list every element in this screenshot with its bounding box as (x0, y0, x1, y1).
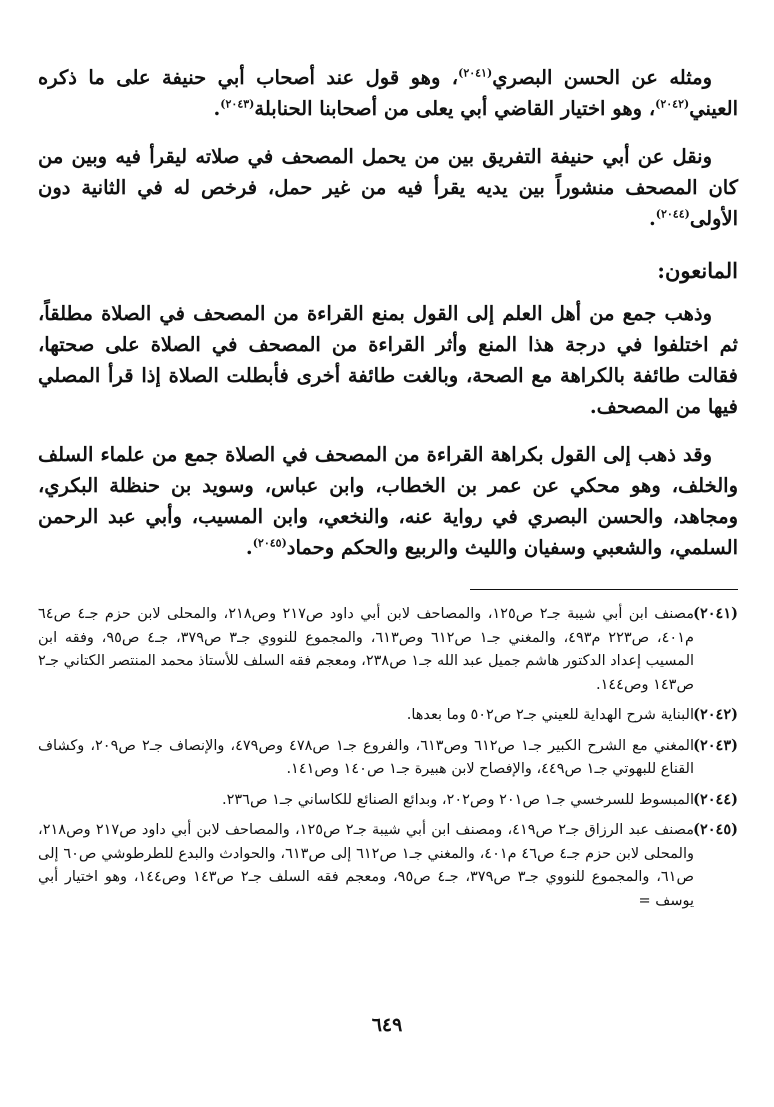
footnote-2045 (38, 818, 738, 913)
footnote-ref[interactable]: (٢٠٤٢) (655, 97, 690, 111)
footnote-ref[interactable]: (٢٠٤١) (458, 66, 493, 80)
paragraph-text: ونقل عن أبي حنيفة التفريق بين من يحمل المصحف في صلاته ليقرأ فيه وبين من كان المصحف منشوراً بين يديه يقرأ فيه من غير حمل، فرخص له في الثانية دون الأولى (38, 145, 738, 230)
paragraph-text: وذهب جمع من أهل العلم إلى القول بمنع القراءة من المصحف في الصلاة مطلقاً، ثم اختلفوا في درجة هذا المنع وأثر القراءة من المصحف في الصلاة على صحتها، فقالت طائفة بالكراهة مع الصحة، وبالغت طائفة أخرى فأبطلت الصلاة إذا قرأ المصلي فيها من المصحف. (38, 302, 738, 418)
paragraph-text: وقد ذهب إلى القول بكراهة القراءة من المصحف في الصلاة جمع من علماء السلف والخلف، وهو محكي عن عمر بن الخطاب، وابن عباس، وسويد بن حنظلة البكري، ومجاهد، والحسن البصري في رواية عنه، والنخعي، وابن المسيب، وأبي عبد الرحمن السلمي، والشعبي وسفيان والليث والربيع والحكم وحماد (38, 443, 738, 559)
paragraph-scholars (38, 439, 738, 563)
footnote-text: المغني مع الشرح الكبير جـ١ ص٦١٢ وص٦١٣، والفروع جـ١ ص٤٧٨ وص٤٧٩، والإنصاف جـ٢ ص٢٠٩، وكشاف القناع للبهوتي جـ١ ص٤٤٩، والإفصاح لابن هبيرة جـ١ ص١٤٠ وص١٤١. (38, 737, 694, 777)
paragraph-text: . (213, 97, 221, 120)
footnote-number: (٢٠٤٢) (693, 706, 738, 723)
footnote-text: مصنف ابن أبي شيبة جـ٢ ص١٢٥، والمصاحف لابن أبي داود ص٢١٧ وص٢١٨، والمحلى لابن حزم جـ٤ ص٦٤ م٤٠١، ص٢٢٣ م٤٩٣، والمغني جـ١ ص٦١٢ وص٦١٣، والمجموع للنووي جـ٣ ص٣٧٩، جـ٤ ص٩٥، وفقه ابن المسيب إعداد الدكتور هاشم جميل عبد الله جـ١ ص٢٣٨، ومعجم فقه السلف للأستاذ محمد المنتصر الكتاني جـ٢ ص١٤٣ وص١٤٤. (38, 606, 695, 693)
footnote-2041 (38, 602, 738, 697)
footnote-ref[interactable]: (٢٠٤٥) (252, 536, 287, 550)
paragraph-text: . (648, 207, 656, 230)
page-number: ٦٤٩ (371, 1014, 403, 1036)
footnote-2042 (38, 703, 738, 728)
paragraph-text: ، وهو اختيار القاضي أبي يعلى من أصحابنا الحنابلة (254, 97, 656, 120)
footnote-text: البناية شرح الهداية للعيني جـ٢ ص٥٠٢ وما بعدها. (406, 707, 694, 723)
paragraph-opponents (38, 298, 738, 422)
footnote-text: مصنف عبد الرزاق جـ٢ ص٤١٩، ومصنف ابن أبي شيبة جـ٢ ص١٢٥، والمصاحف لابن أبي داود ص٢١٧ وص٢١٨، والمحلى لابن حزم جـ٤ ص٤٦ م٤٠١، والمغني جـ١ ص٦١٢ إلى ص٦١٣، والحوادث والبدع للطرطوشي ص٦٠ إلى ص٦١، والمجموع للنووي جـ٣ ص٣٧٩، جـ٤ ص٩٥، ومعجم فقه السلف جـ٢ ص١٤٣ وص١٤٤، وهو اختيار أبي يوسف = (38, 822, 695, 909)
footnote-number: (٢٠٤٤) (693, 790, 738, 808)
paragraph-abu-hanifa (38, 141, 738, 234)
footnote-ref[interactable]: (٢٠٤٣) (220, 97, 255, 111)
footnote-2043 (38, 734, 738, 782)
paragraph-text: ومثله عن الحسن البصري (492, 66, 712, 89)
footnote-2044 (38, 788, 738, 813)
footnote-number: (٢٠٤٥) (693, 821, 739, 838)
paragraph-text: ، وهو قول عند أصحاب أبي حنيفة على ما ذكره العيني (38, 66, 738, 120)
section-heading: المانعون: (657, 258, 738, 283)
paragraph-text: . (245, 536, 253, 559)
footnote-text: المبسوط للسرخسي جـ١ ص٢٠١ وص٢٠٢، وبدائع الصنائع للكاساني جـ١ ص٢٣٦. (221, 791, 694, 808)
footnote-divider (470, 589, 738, 590)
document-page (38, 62, 738, 919)
footnote-number: (٢٠٤١) (693, 605, 738, 622)
footnote-number: (٢٠٤٣) (693, 736, 738, 754)
footnote-ref[interactable]: (٢٠٤٤) (655, 207, 690, 221)
footnotes-section (38, 602, 738, 913)
paragraph-hasan-basri (38, 62, 738, 124)
